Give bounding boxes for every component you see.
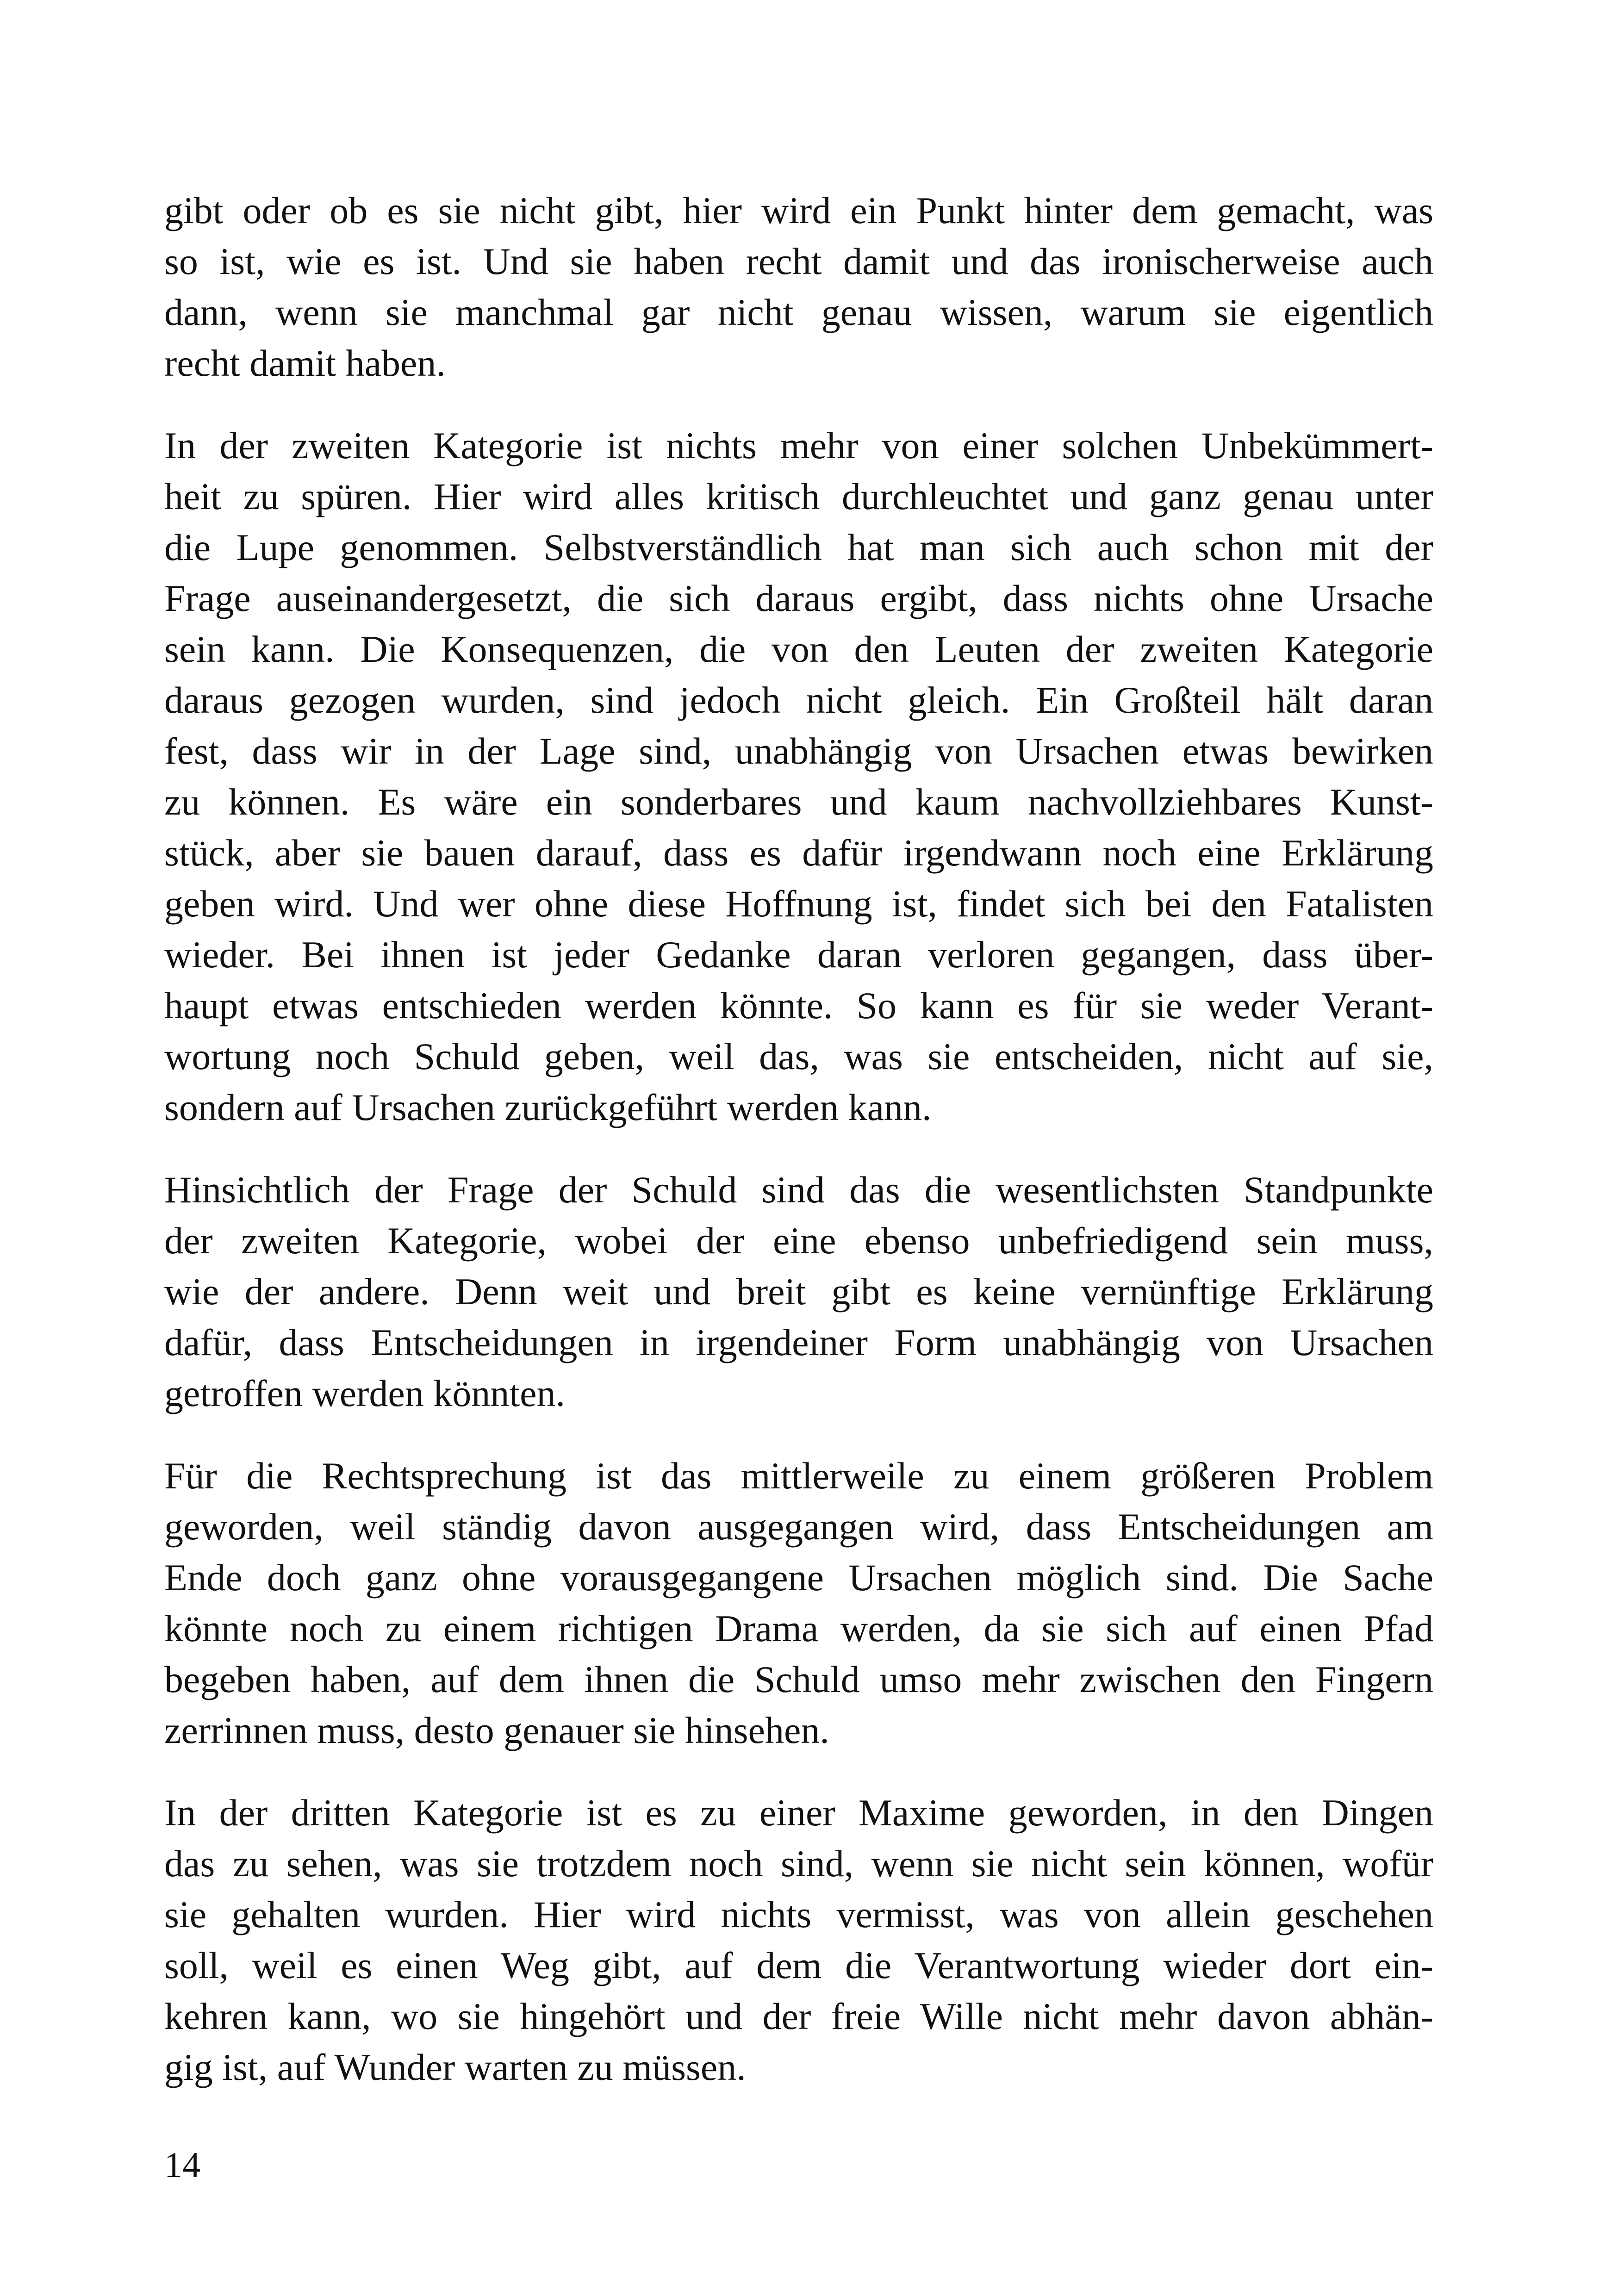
text-line: der zweiten Kategorie, wobei der eine ebenso unbefriedigend sein muss, (164, 1220, 1433, 1262)
text-line: sein kann. Die Konsequenzen, die von den Leuten der zweiten Kategorie (164, 628, 1433, 670)
paragraph-5 (164, 1787, 1433, 2093)
text-line: Hinsichtlich der Frage der Schuld sind das die wesentlichsten Standpunkte (164, 1169, 1433, 1211)
text-line: In der dritten Kategorie ist es zu einer Maxime geworden, in den Dingen (164, 1792, 1433, 1834)
text-line: daraus gezogen wurden, sind jedoch nicht gleich. Ein Großteil hält daran (164, 679, 1433, 721)
text-line: getroffen werden könnten. (164, 1372, 566, 1414)
text-line: Ende doch ganz ohne vorausgegangene Ursachen möglich sind. Die Sache (164, 1556, 1433, 1599)
text-line: so ist, wie es ist. Und sie haben recht damit und das ironischerweise auch (164, 240, 1433, 282)
text-line: dann, wenn sie manchmal gar nicht genau wissen, warum sie eigentlich (164, 291, 1433, 333)
text-line: gig ist, auf Wunder warten zu müssen. (164, 2046, 746, 2088)
text-line: zu können. Es wäre ein sonderbares und kaum nachvollziehbares Kunst- (164, 781, 1433, 823)
text-line: sondern auf Ursachen zurückgeführt werden kann. (164, 1086, 932, 1128)
text-line: recht damit haben. (164, 342, 446, 384)
text-line: dafür, dass Entscheidungen in irgendeiner Form unabhängig von Ursachen (164, 1321, 1433, 1363)
text-line: die Lupe genommen. Selbstverständlich hat man sich auch schon mit der (164, 526, 1433, 568)
text-line: zerrinnen muss, desto genauer sie hinsehen. (164, 1709, 829, 1751)
text-line: soll, weil es einen Weg gibt, auf dem die Verantwortung wieder dort ein- (164, 1944, 1433, 1986)
text-line: heit zu spüren. Hier wird alles kritisch durchleuchtet und ganz genau unter (164, 475, 1433, 517)
text-line: stück, aber sie bauen darauf, dass es dafür irgendwann noch eine Erklärung (164, 832, 1433, 874)
text-line: begeben haben, auf dem ihnen die Schuld umso mehr zwischen den Fingern (164, 1658, 1433, 1700)
text-line: In der zweiten Kategorie ist nichts mehr von einer solchen Unbekümmert- (164, 424, 1433, 467)
text-line: fest, dass wir in der Lage sind, unabhängig von Ursachen etwas bewirken (164, 730, 1433, 772)
text-line: kehren kann, wo sie hingehört und der freie Wille nicht mehr davon abhän- (164, 1995, 1433, 2037)
text-line: wortung noch Schuld geben, weil das, was sie entscheiden, nicht auf sie, (164, 1035, 1433, 1077)
paragraph-1 (164, 185, 1433, 389)
page-number: 14 (164, 2145, 200, 2185)
text-line: gibt oder ob es sie nicht gibt, hier wird ein Punkt hinter dem gemacht, was (164, 189, 1433, 231)
text-line: wieder. Bei ihnen ist jeder Gedanke daran verloren gegangen, dass über- (164, 933, 1433, 976)
paragraph-3 (164, 1164, 1433, 1419)
paragraph-4 (164, 1450, 1433, 1756)
paragraph-2 (164, 420, 1433, 1133)
text-line: geworden, weil ständig davon ausgegangen wird, dass Entscheidungen am (164, 1506, 1433, 1548)
text-line: Frage auseinandergesetzt, die sich daraus ergibt, dass nichts ohne Ursache (164, 577, 1433, 619)
text-line: wie der andere. Denn weit und breit gibt es keine vernünftige Erklärung (164, 1270, 1433, 1313)
text-line: könnte noch zu einem richtigen Drama werden, da sie sich auf einen Pfad (164, 1607, 1433, 1649)
text-line: haupt etwas entschieden werden könnte. So kann es für sie weder Verant- (164, 984, 1433, 1027)
text-line: geben wird. Und wer ohne diese Hoffnung ist, findet sich bei den Fatalisten (164, 883, 1433, 925)
body-text (164, 185, 1433, 2093)
text-line: sie gehalten wurden. Hier wird nichts vermisst, was von allein geschehen (164, 1893, 1433, 1935)
text-line: Für die Rechtsprechung ist das mittlerweile zu einem größeren Problem (164, 1455, 1433, 1497)
text-line: das zu sehen, was sie trotzdem noch sind, wenn sie nicht sein können, wofür (164, 1842, 1433, 1885)
